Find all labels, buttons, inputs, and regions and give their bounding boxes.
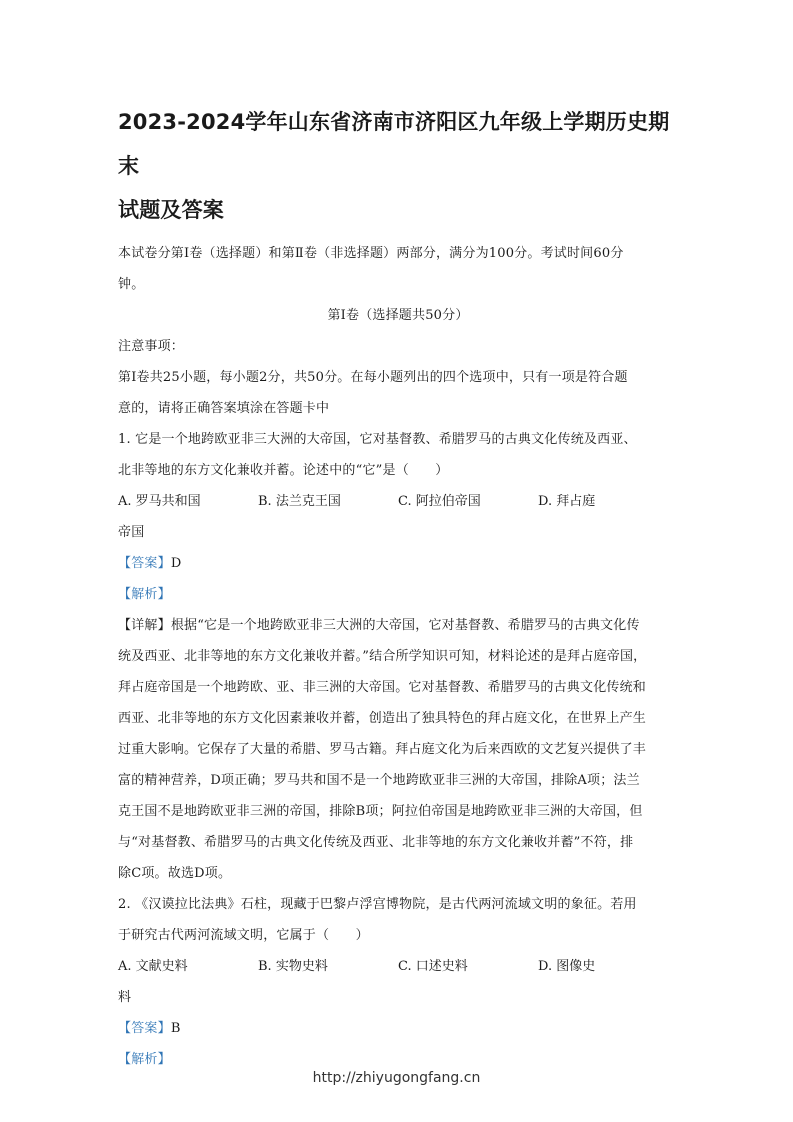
footer-url: http://zhiyugongfang.cn [312,1070,481,1086]
notes-heading: 注意事项： [118,339,185,354]
detail-tag: 【详解】 [118,618,171,633]
q1-detail-line-2: 统及西亚、北非等地的东方文化兼收并蓄。”结合所学知识可知，材料论述的是拜占庭帝国， [118,649,647,664]
q2-option-d: D. 图像史 [538,959,596,974]
q2-option-b: B. 实物史料 [258,959,328,974]
q1-detail-line-9: 除C项。故选D项。 [118,866,232,881]
q1-detail-line-7: 克王国不是地跨欧亚非三洲的帝国，排除B项；阿拉伯帝国是地跨欧亚非三洲的大帝国，但 [118,804,643,819]
q2-option-a: A. 文献史料 [118,959,188,974]
answer-tag: 【答案】 [118,1021,171,1036]
document-title [118,100,678,232]
q1-stem-line-2: 北非等地的东方文化兼收并蓄。论述中的“它”是（ ） [118,463,449,478]
q1-answer [118,548,678,579]
q1-detail-line-5: 过重大影响。它保存了大量的希腊、罗马古籍。拜占庭文化为后来西欧的文艺复兴提供了丰 [118,742,647,757]
q1-analysis [118,579,678,610]
q2-option-c: C. 口述史料 [398,959,468,974]
q1-detail-line-8: 与“对基督教、希腊罗马的古典文化传统及西亚、北非等地的东方文化兼收并蓄”不符，排 [118,835,634,850]
q2-stem-line-2: 于研究古代两河流域文明，它属于（ ） [118,928,369,943]
notes-line-2: 意的，请将正确答案填涂在答题卡中 [118,401,330,416]
q2-options [118,951,678,982]
q1-detail-line-6: 富的精神营养，D项正确；罗马共和国不是一个地跨欧亚非三洲的大帝国，排除A项；法兰 [118,773,640,788]
q2-answer [118,1013,678,1044]
analysis-tag: 【解析】 [118,587,171,602]
notes-line-1: 第Ⅰ卷共25小题，每小题2分，共50分。在每小题列出的四个选项中，只有一项是符合题 [118,370,628,385]
section-title: 第Ⅰ卷（选择题共50分） [327,308,469,323]
q1-option-b: B. 法兰克王国 [258,494,341,509]
intro-line-2: 钟。 [118,277,145,292]
q1-detail-line-4: 西亚、北非等地的东方文化因素兼收并蓄，创造出了独具特色的拜占庭文化，在世界上产生 [118,711,647,726]
q1-option-wrap: 帝国 [118,525,145,540]
intro-line-1: 本试卷分第Ⅰ卷（选择题）和第Ⅱ卷（非选择题）两部分，满分为100分。考试时间60分 [118,246,624,261]
q1-answer-value: D [170,556,182,571]
q1-detail-line-3: 拜占庭帝国是一个地跨欧、亚、非三洲的大帝国。它对基督教、希腊罗马的古典文化传统和 [118,680,647,695]
q2-answer-value: B [170,1021,181,1036]
document-page [118,100,678,1075]
analysis-tag: 【解析】 [118,1052,171,1067]
q1-option-d: D. 拜占庭 [538,494,596,509]
answer-tag: 【答案】 [118,556,171,571]
q1-option-c: C. 阿拉伯帝国 [398,494,481,509]
q1-options [118,486,678,517]
title-line-1: 2023-2024学年山东省济南市济阳区九年级上学期历史期末 [118,110,670,178]
q1-detail-line-1: 【详解】根据“它是一个地跨欧亚非三大洲的大帝国，它对基督教、希腊罗马的古典文化传 [118,618,640,633]
q1-option-a: A. 罗马共和国 [118,494,201,509]
q1-stem-line-1: 1. 它是一个地跨欧亚非三大洲的大帝国，它对基督教、希腊罗马的古典文化传统及西亚、 [118,432,637,447]
title-line-2: 试题及答案 [118,198,224,222]
q2-stem-line-1: 2. 《汉谟拉比法典》石柱，现藏于巴黎卢浮宫博物院，是古代两河流域文明的象征。若用 [118,897,637,912]
q2-option-wrap: 料 [118,990,132,1005]
